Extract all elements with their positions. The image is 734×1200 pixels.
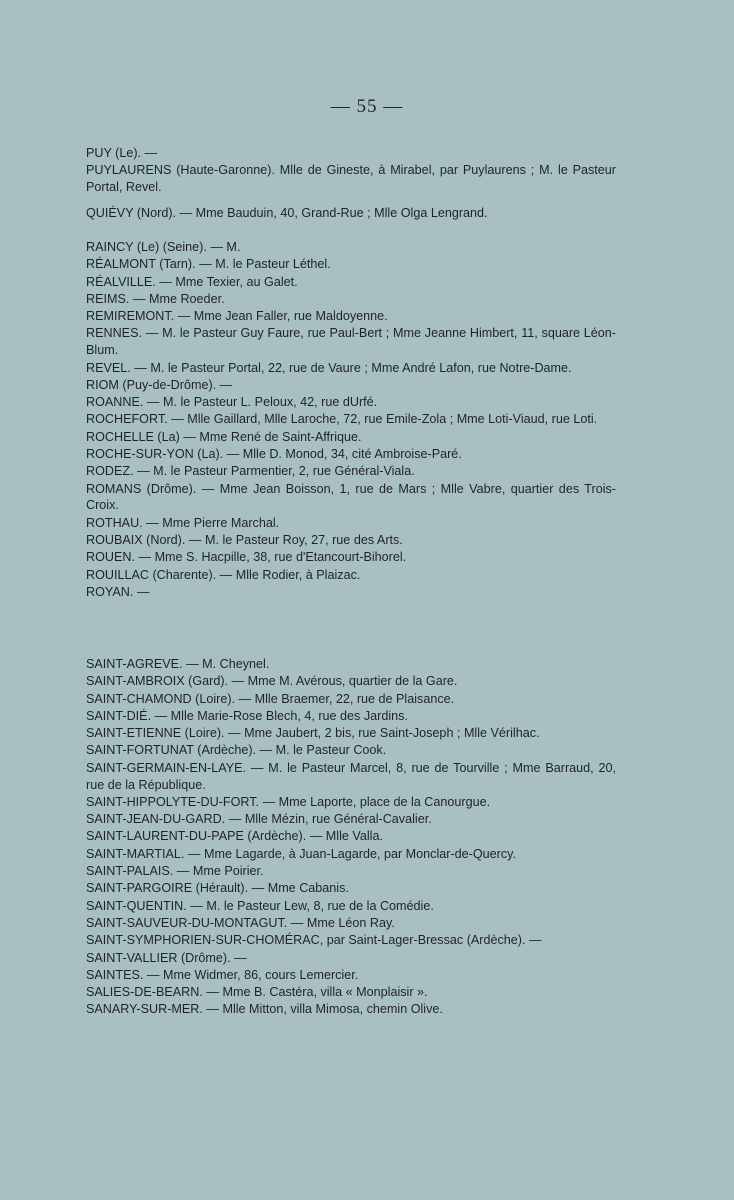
entry-raincy: RAINCY (Le) (Seine). — M. (86, 240, 241, 254)
entry-realville: RÉALVILLE. — Mme Texier, au Galet. (86, 274, 298, 289)
entry-saint-sauveur-du-montagut: SAINT-SAUVEUR-DU-MONTAGUT. — Mme Léon Ray. (86, 915, 395, 930)
entry-rodez: RODEZ. — M. le Pasteur Parmentier, 2, rue Général-Viala. (86, 464, 415, 479)
entry-rothau: ROTHAU. — Mme Pierre Marchal. (86, 515, 280, 530)
entry-roubaix: ROUBAIX (Nord). — M. le Pasteur Roy, 27, rue des Arts. (86, 533, 403, 548)
entry-revel: REVEL. — M. le Pasteur Portal, 22, rue de Vaure ; Mme André Lafon, rue Notre-Dame. (86, 360, 572, 375)
entry-puy: PUY (Le). — (86, 146, 158, 160)
entry-saint-martial: SAINT-MARTIAL. — Mme Lagarde, à Juan-Lagarde, par Monclar-de-Quercy. (86, 846, 516, 861)
page-number: — 55 — (330, 96, 404, 117)
entry-salies-de-bearn: SALIES-DE-BEARN. — Mme B. Castéra, villa « Monplaisir ». (86, 985, 428, 1000)
entry-saint-jean-du-gard: SAINT-JEAN-DU-GARD. — Mlle Mézin, rue Général-Cavalier. (86, 812, 432, 827)
entry-rennes: RENNES. — M. le Pasteur Guy Faure, rue Paul-Bert ; Mme Jeanne Himbert, 11, square Léon-Blum. (86, 326, 616, 358)
entry-saint-etienne: SAINT-ETIENNE (Loire). — Mme Jaubert, 2 bis, rue Saint-Joseph ; Mlle Vérilhac. (86, 726, 540, 741)
section-p-entries (86, 145, 616, 222)
entry-saint-palais: SAINT-PALAIS. — Mme Poirier. (86, 864, 264, 879)
entry-quievy: QUIÉVY (Nord). — Mme Bauduin, 40, Grand-Rue ; Mlle Olga Lengrand. (86, 205, 488, 220)
entry-riom: RIOM (Puy-de-Drôme). — (86, 377, 233, 392)
entry-saint-germain-en-laye: SAINT-GERMAIN-EN-LAYE. — M. le Pasteur Marcel, 8, rue de Tourville ; Mme Barraud, 20, rue de la République. (86, 760, 616, 792)
entry-saint-laurent-du-pape: SAINT-LAURENT-DU-PAPE (Ardèche). — Mlle Valla. (86, 829, 383, 844)
entry-saint-ambroix: SAINT-AMBROIX (Gard). — Mme M. Avérous, quartier de la Gare. (86, 674, 458, 689)
entry-saint-fortunat: SAINT-FORTUNAT (Ardèche). — M. le Pasteur Cook. (86, 743, 387, 758)
entry-realmont: RÉALMONT (Tarn). — M. le Pasteur Léthel. (86, 257, 331, 272)
section-r-entries (86, 239, 616, 601)
entry-saint-chamond: SAINT-CHAMOND (Loire). — Mlle Braemer, 22, rue de Plaisance. (86, 691, 455, 706)
entry-roanne: ROANNE. — M. le Pasteur L. Peloux, 42, rue dUrfé. (86, 395, 378, 410)
entry-sanary-sur-mer: SANARY-SUR-MER. — Mlle Mitton, villa Mimosa, chemin Olive. (86, 1002, 443, 1017)
entry-saintes: SAINTES. — Mme Widmer, 86, cours Lemercier. (86, 967, 359, 982)
entry-roche-sur-yon: ROCHE-SUR-YON (La). — Mlle D. Monod, 34, cité Ambroise-Paré. (86, 447, 462, 462)
entry-royan: ROYAN. — (86, 584, 150, 599)
entry-saint-die: SAINT-DIÉ. — Mlle Marie-Rose Blech, 4, rue des Jardins. (86, 708, 408, 723)
entry-rochelle: ROCHELLE (La) — Mme René de Saint-Affrique. (86, 429, 362, 444)
entry-reims: REIMS. — Mme Roeder. (86, 291, 225, 306)
section-s-entries (86, 656, 616, 1019)
entry-romans: ROMANS (Drôme). — Mme Jean Boisson, 1, rue de Mars ; Mlle Vabre, quartier des Trois-Croix. (86, 481, 616, 513)
entry-saint-symphorien-sur-chomerac: SAINT-SYMPHORIEN-SUR-CHOMÉRAC, par Saint-Lager-Bressac (Ardèche). — (86, 933, 542, 948)
entry-saint-vallier: SAINT-VALLIER (Drôme). — (86, 950, 247, 965)
entry-remiremont: REMIREMONT. — Mme Jean Faller, rue Maldoyenne. (86, 309, 388, 324)
entry-saint-agreve: SAINT-AGREVE. — M. Cheynel. (86, 657, 270, 671)
entry-rochefort: ROCHEFORT. — Mlle Gaillard, Mlle Laroche, 72, rue Emile-Zola ; Mme Loti-Viaud, rue Loti. (86, 412, 598, 427)
entry-rouillac: ROUILLAC (Charente). — Mlle Rodier, à Plaizac. (86, 567, 361, 582)
entry-puylaurens: PUYLAURENS (Haute-Garonne). Mlle de Gineste, à Mirabel, par Puylaurens ; M. le Pasteur Portal, Revel. (86, 163, 616, 195)
entry-saint-quentin: SAINT-QUENTIN. — M. le Pasteur Lew, 8, rue de la Comédie. (86, 898, 434, 913)
entry-saint-pargoire: SAINT-PARGOIRE (Hérault). — Mme Cabanis. (86, 881, 349, 896)
entry-saint-hippolyte-du-fort: SAINT-HIPPOLYTE-DU-FORT. — Mme Laporte, place de la Canourgue. (86, 794, 491, 809)
entry-rouen: ROUEN. — Mme S. Hacpille, 38, rue d'Etancourt-Bihorel. (86, 550, 407, 565)
